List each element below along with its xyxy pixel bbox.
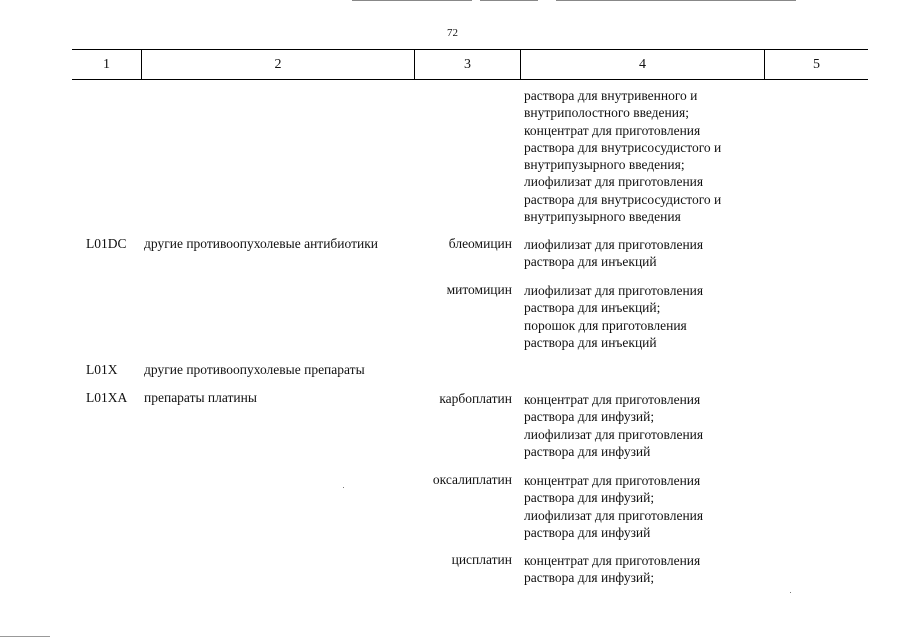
- scan-speck: [343, 487, 344, 488]
- drug-name: карбоплатин: [439, 391, 512, 406]
- atc-code: L01DC: [86, 236, 127, 251]
- atc-code: L01XA: [86, 390, 128, 405]
- scan-mark: [352, 0, 472, 1]
- atc-code: L01X: [86, 362, 118, 377]
- page-number: 72: [447, 27, 458, 39]
- header-cell-3: 3: [464, 57, 471, 72]
- header-cell-5: 5: [813, 57, 820, 72]
- scan-mark: [0, 636, 50, 637]
- dosage-form: концентрат для приготовления раствора для инфузий; лиофилизат для приготовления раствора для инфузий: [524, 392, 704, 459]
- drug-group: другие противоопухолевые антибиотики: [144, 236, 379, 251]
- dosage-form-continued: раствора для внутривенного и внутриполостного введения; концентрат для приготовления раствора для внутрисосудистого и внутрипузырного введения; лиофилизат для приготовления раствора для внутрисосудистого и внутрипузырного введения: [524, 88, 722, 225]
- drug-group: препараты платины: [144, 390, 257, 405]
- dosage-form: лиофилизат для приготовления раствора для инъекций; порошок для приготовления раствора для инъекций: [524, 283, 704, 350]
- header-cell-1: 1: [103, 57, 110, 72]
- header-cell-2: 2: [274, 57, 282, 72]
- scan-mark: [556, 0, 796, 1]
- dosage-form: лиофилизат для приготовления раствора для инъекций: [524, 237, 704, 270]
- drug-name: оксалиплатин: [432, 472, 512, 487]
- header-top-rule: [72, 49, 868, 50]
- drug-name: цисплатин: [451, 552, 512, 567]
- dosage-form: концентрат для приготовления раствора для инфузий;: [524, 553, 701, 586]
- dosage-form: концентрат для приготовления раствора для инфузий; лиофилизат для приготовления раствора для инфузий: [524, 473, 704, 540]
- header-cell-4: 4: [639, 57, 646, 72]
- drug-name: митомицин: [446, 282, 512, 297]
- scan-mark: [480, 0, 538, 1]
- header-bottom-rule: [72, 79, 868, 80]
- scan-speck: [790, 592, 791, 593]
- drug-name: блеомицин: [448, 236, 512, 251]
- drug-group: другие противоопухолевые препараты: [144, 362, 365, 377]
